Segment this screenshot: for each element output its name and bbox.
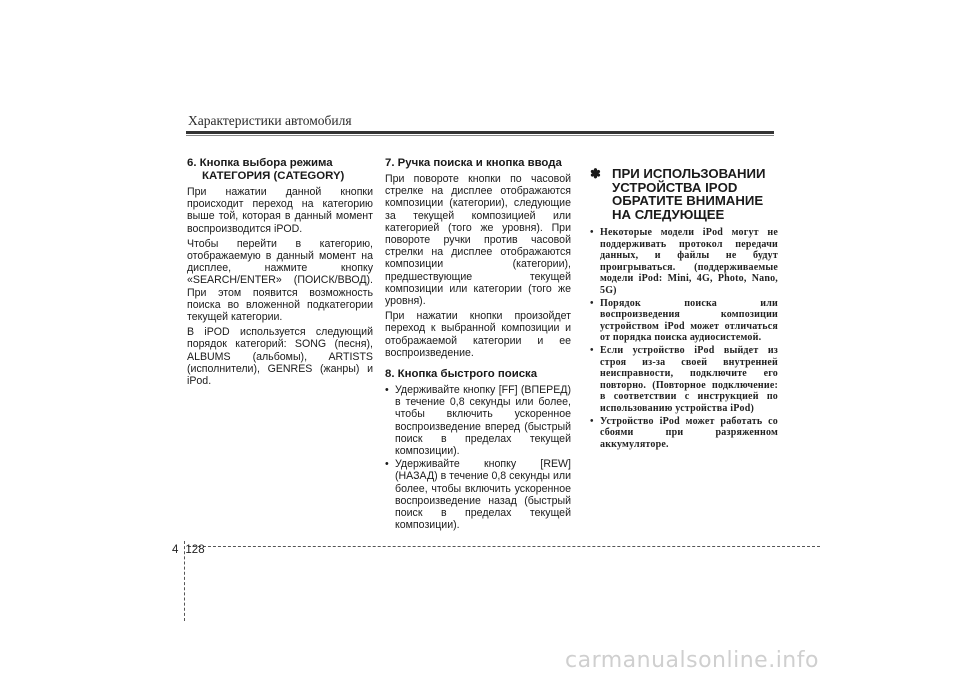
section7-title: Ручка поиска и кнопка ввода [397,157,562,169]
bullet-icon: • [385,458,389,471]
bullet-icon: • [385,384,389,397]
section6-paragraph: При нажатии данной кнопки происходит переход на категорию выше той, которая в данный момент воспроизводится iPOD. [187,186,373,235]
page-header-title: Характеристики автомобиля [188,113,352,128]
list-item: • Если устройство iPod выйдет из строя из-за своей внутренней неисправности, подключите его повторно. (Повторное подключение: в соответствии с инструкцией по использованию устройства iPod) [590,344,778,414]
list-item: • Удерживайте кнопку [REW] (НАЗАД) в течение 0,8 секунды или более, чтобы включить ускоренное воспроизведение назад (быстрый поиск в пределах текущей композиции). [385,458,571,532]
list-item: • Некоторые модели iPod могут не поддерживать протокол передачи данных, и файлы не будут проигрываться. (поддерживаемые модели iPod: Mini, 4G, Photo, Nano, 5G) [590,227,778,296]
list-item: • Устройство iPod может работать со сбоями при разряженном аккумуляторе. [590,415,778,450]
section8-title: Кнопка быстрого поиска [397,368,538,381]
section8-number: 8. [385,368,395,381]
section6-number: 6. [187,157,197,169]
section8-list [385,384,571,531]
bullet-icon: • [590,415,594,427]
bullet-icon: • [590,297,594,309]
header-rule [186,131,774,134]
footer-rule [188,546,820,547]
asterisk-icon: ✽ [590,166,601,181]
bullet-icon: • [590,227,594,238]
section6-paragraph: Чтобы перейти в категорию, отображаемую в данный момент на дисплее, нажмите кнопку «SEARCH/ENTER» (ПОИСК/ВВОД). При этом появится возможность поиска во вложенной подкатегории текущей категории. [187,237,373,324]
section8-heading [385,368,571,381]
section7-number: 7. [385,157,395,169]
column-middle [385,157,571,532]
header-rule-thin [186,135,774,136]
page-number-value: 128 [185,544,205,556]
notice-heading [590,167,778,221]
column-right [590,157,778,451]
section7-paragraph: При повороте кнопки по часовой стрелке на дисплее отображаются композиции (категории), следующие за текущей композицией или категорией (того же уровня). При повороте ручки против часовой стрелки на дисплее отображаются композиции (категории), предшествующие текущей композиции или категории (того же уровня). [385,173,571,308]
column-left [187,157,373,390]
list-item: • Удерживайте кнопку [FF] (ВПЕРЕД) в течение 0,8 секунды или более, чтобы включить ускоренное воспроизведение вперед (быстрый поиск в пределах текущей композиции). [385,384,571,458]
bullet-icon: • [590,344,594,356]
section6-heading [187,157,373,183]
notice-title: ПРИ ИСПОЛЬЗОВАНИИ УСТРОЙСТВА IPOD ОБРАТИТЕ ВНИМАНИЕ НА СЛЕДУЮЩЕЕ [612,166,766,222]
watermark: carmanualsonline.info [565,648,819,673]
chapter-number: 4 [172,544,179,556]
notice-list [590,227,778,450]
section7-paragraph: При нажатии кнопки произойдет переход к выбранной композиции и отображаемой категории и ее воспроизведение. [385,310,571,359]
section7-heading [385,157,571,170]
section6-paragraph: В iPOD используется следующий порядок категорий: SONG (песня), ALBUMS (альбомы), ARTISTS (исполнители), GENRES (жанры) и iPod. [187,326,373,388]
page-number [172,544,212,556]
list-item: • Порядок поиска или воспроизведения композиции устройством iPod может отличаться от порядка поиска аудиосистемой. [590,297,778,344]
section6-title: Кнопка выбора режима КАТЕГОРИЯ (CATEGORY) [199,157,345,182]
